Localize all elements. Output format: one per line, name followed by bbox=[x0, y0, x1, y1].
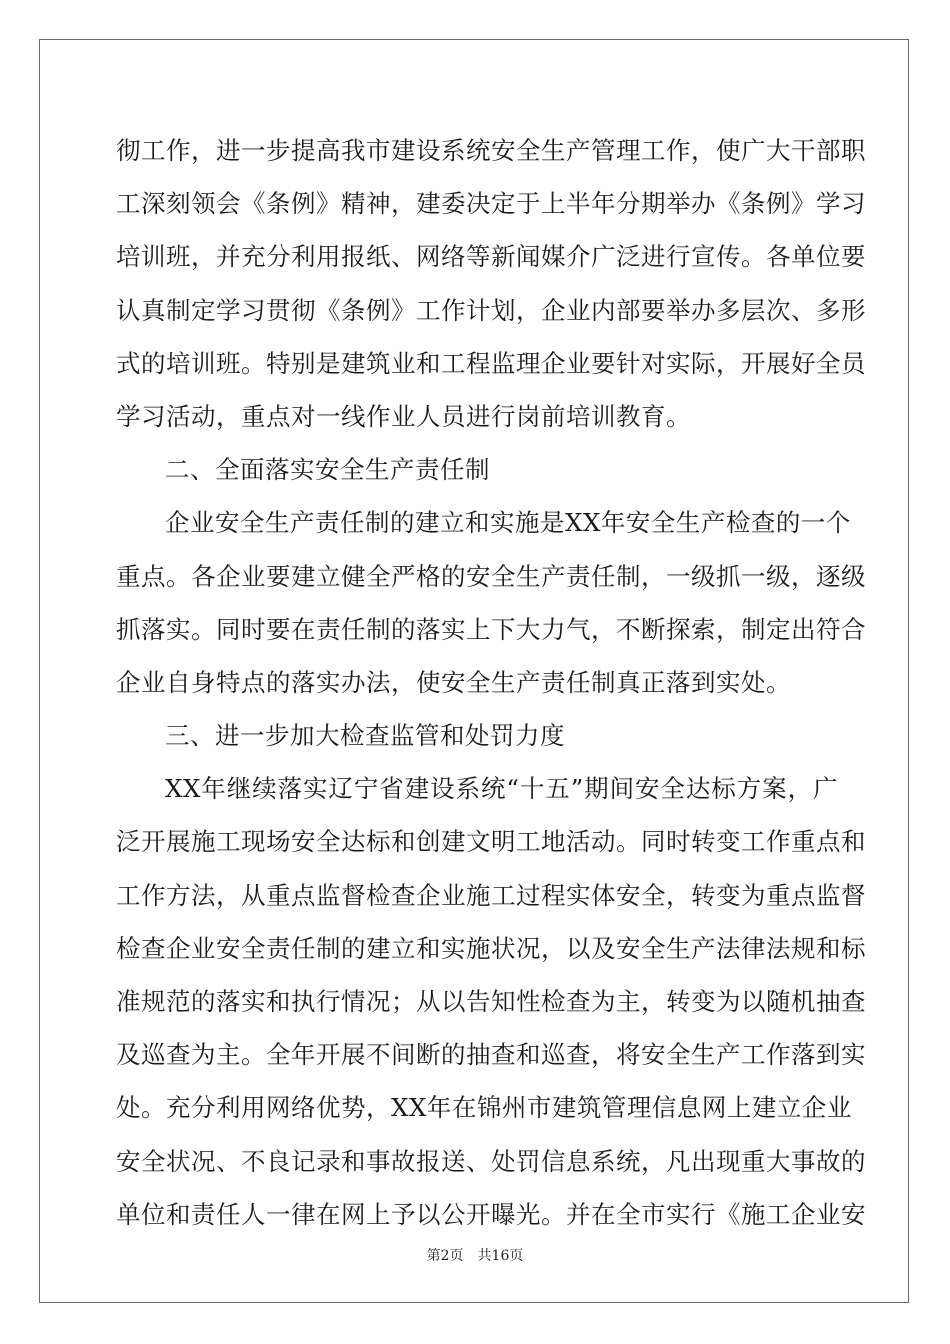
text-line: 及巡查为主。全年开展不间断的抽查和巡查，将安全生产工作落到实 bbox=[116, 1040, 866, 1070]
text-line: 工深刻领会《条例》精神，建委决定于上半年分期举办《条例》学习 bbox=[116, 189, 866, 219]
text-line: 安全状况、不良记录和事故报送、处罚信息系统，凡出现重大事故的 bbox=[116, 1146, 866, 1176]
text-line: 重点。各企业要建立健全严格的安全生产责任制，一级抓一级，逐级 bbox=[116, 561, 866, 591]
text-line: 检查企业安全责任制的建立和实施状况，以及安全生产法律法规和标 bbox=[116, 933, 866, 963]
section-heading: 二、全面落实安全生产责任制 bbox=[165, 455, 490, 485]
text-line: 抓落实。同时要在责任制的落实上下大力气，不断探索，制定出符合 bbox=[116, 614, 866, 644]
text-line: 企业自身特点的落实办法，使安全生产责任制真正落到实处。 bbox=[116, 667, 791, 697]
section-heading: 三、进一步加大检查监管和处罚力度 bbox=[165, 721, 565, 751]
paragraph-first-line: 企业安全生产责任制的建立和实施是XX年安全生产检查的一个 bbox=[165, 508, 851, 538]
page-number: 第2页 bbox=[426, 1248, 464, 1264]
text-line: 处。充分利用网络优势，XX年在锦州市建筑管理信息网上建立企业 bbox=[116, 1093, 852, 1123]
page-footer bbox=[0, 1245, 950, 1265]
text-line: 式的培训班。特别是建筑业和工程监理企业要针对实际，开展好全员 bbox=[116, 348, 866, 378]
text-line: 认真制定学习贯彻《条例》工作计划，企业内部要举办多层次、多形 bbox=[116, 295, 866, 325]
text-line: 准规范的落实和执行情况；从以告知性检查为主，转变为以随机抽查 bbox=[116, 987, 866, 1016]
text-line: 工作方法，从重点监督检查企业施工过程实体安全，转变为重点监督 bbox=[116, 880, 866, 910]
text-line: 泛开展施工现场安全达标和创建文明工地活动。同时转变工作重点和 bbox=[116, 827, 866, 857]
text-line: 单位和责任人一律在网上予以公开曝光。并在全市实行《施工企业安 bbox=[116, 1199, 866, 1229]
page-total: 共16页 bbox=[477, 1248, 524, 1264]
text-line: 培训班，并充分利用报纸、网络等新闻媒介广泛进行宣传。各单位要 bbox=[116, 242, 866, 272]
text-line: 学习活动，重点对一线作业人员进行岗前培训教育。 bbox=[116, 401, 691, 431]
paragraph-first-line: XX年继续落实辽宁省建设系统“十五”期间安全达标方案，广 bbox=[165, 774, 838, 804]
text-line: 彻工作，进一步提高我市建设系统安全生产管理工作，使广大干部职 bbox=[116, 136, 866, 165]
document-body bbox=[116, 124, 866, 1241]
